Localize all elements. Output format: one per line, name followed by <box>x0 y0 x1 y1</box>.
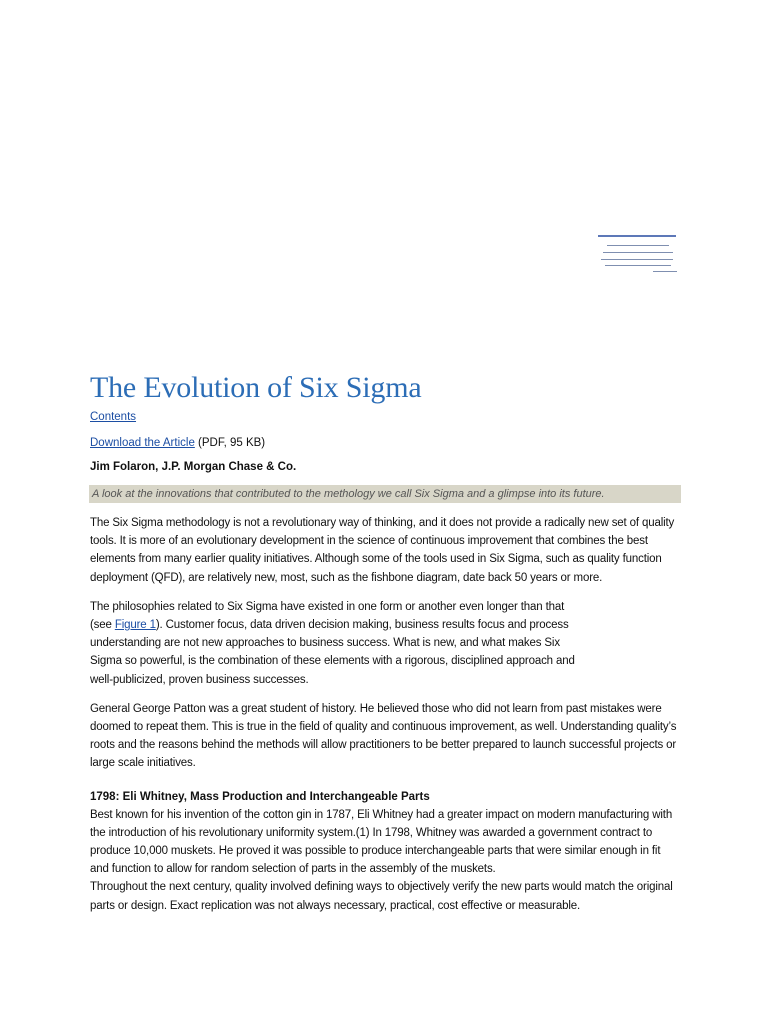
section-1798-paragraph-1: Best known for his invention of the cotton gin in 1787, Eli Whitney had a greater impact on modern manufacturing with the introduction of his revolutionary uniformity system.(1) In 1798, Whitney was awarded a government contract to produce 10,000 muskets. He proved it was possible to produce interchangeable parts that were similar enough in fit and function to allow for random selection of parts in the assembly of the muskets. <box>90 808 673 876</box>
paragraph-3: General George Patton was a great student of history. He believed those who did not learn from past mistakes were doomed to repeat them. This is true in the field of quality and continuous improvement, as well. Understanding quality’s roots and the reasons behind the methods will allow practitioners to be better prepared to launch successful projects or large scale initiatives. <box>90 702 677 770</box>
thumb-line <box>607 245 669 246</box>
download-article-link[interactable]: Download the Article <box>90 436 195 449</box>
download-line <box>90 435 680 453</box>
contents-line <box>90 409 680 427</box>
thumb-line <box>605 265 671 266</box>
download-info: (PDF, 95 KB) <box>194 436 266 449</box>
article-content <box>90 367 680 915</box>
contents-link[interactable]: Contents <box>90 411 137 423</box>
paragraph-1: The Six Sigma methodology is not a revolutionary way of thinking, and it does not provide a radically new set of quality tools. It is more of an evolutionary development in the science of continuous improvement that combines the best elements from many earlier quality initiatives. Although some of the tools used in Six Sigma, such as quality function deployment (QFD), are relatively new, most, such as the fishbone diagram, date back 50 years or more. <box>90 517 675 584</box>
paragraph-2-after: ). Customer focus, data driven decision making, business results focus and process understanding are not new approaches to business success. What is new, and what makes Six Sigma so powerful, is the combination of these elements with a rigorous, disciplined approach and well-publicized, proven business successes. <box>90 619 575 686</box>
paragraph-2-before: The philosophies related to Six Sigma have existed in one form or another even longer than that (see <box>90 600 565 632</box>
article-title: The Evolution of Six Sigma <box>90 371 422 404</box>
author-line: Jim Folaron, J.P. Morgan Chase & Co. <box>90 461 297 473</box>
thumb-line <box>653 271 677 272</box>
figure-1-link[interactable]: Figure 1 <box>114 619 156 632</box>
thumb-line <box>603 252 673 253</box>
section-heading-1798: 1798: Eli Whitney, Mass Production and Interchangeable Parts <box>90 790 430 803</box>
figure-1-thumbnail[interactable] <box>593 231 681 275</box>
thumb-line <box>598 235 676 237</box>
paragraph-2 <box>90 598 578 689</box>
section-1798-paragraph-2: Throughout the next century, quality involved defining ways to objectively verify the new parts would match the original parts or design. Exact replication was not always necessary, practical, cost effective or measurable. <box>90 881 673 912</box>
article-abstract: A look at the innovations that contributed to the methology we call Six Sigma and a glimpse into its future. <box>89 485 681 503</box>
thumb-line <box>601 259 673 260</box>
